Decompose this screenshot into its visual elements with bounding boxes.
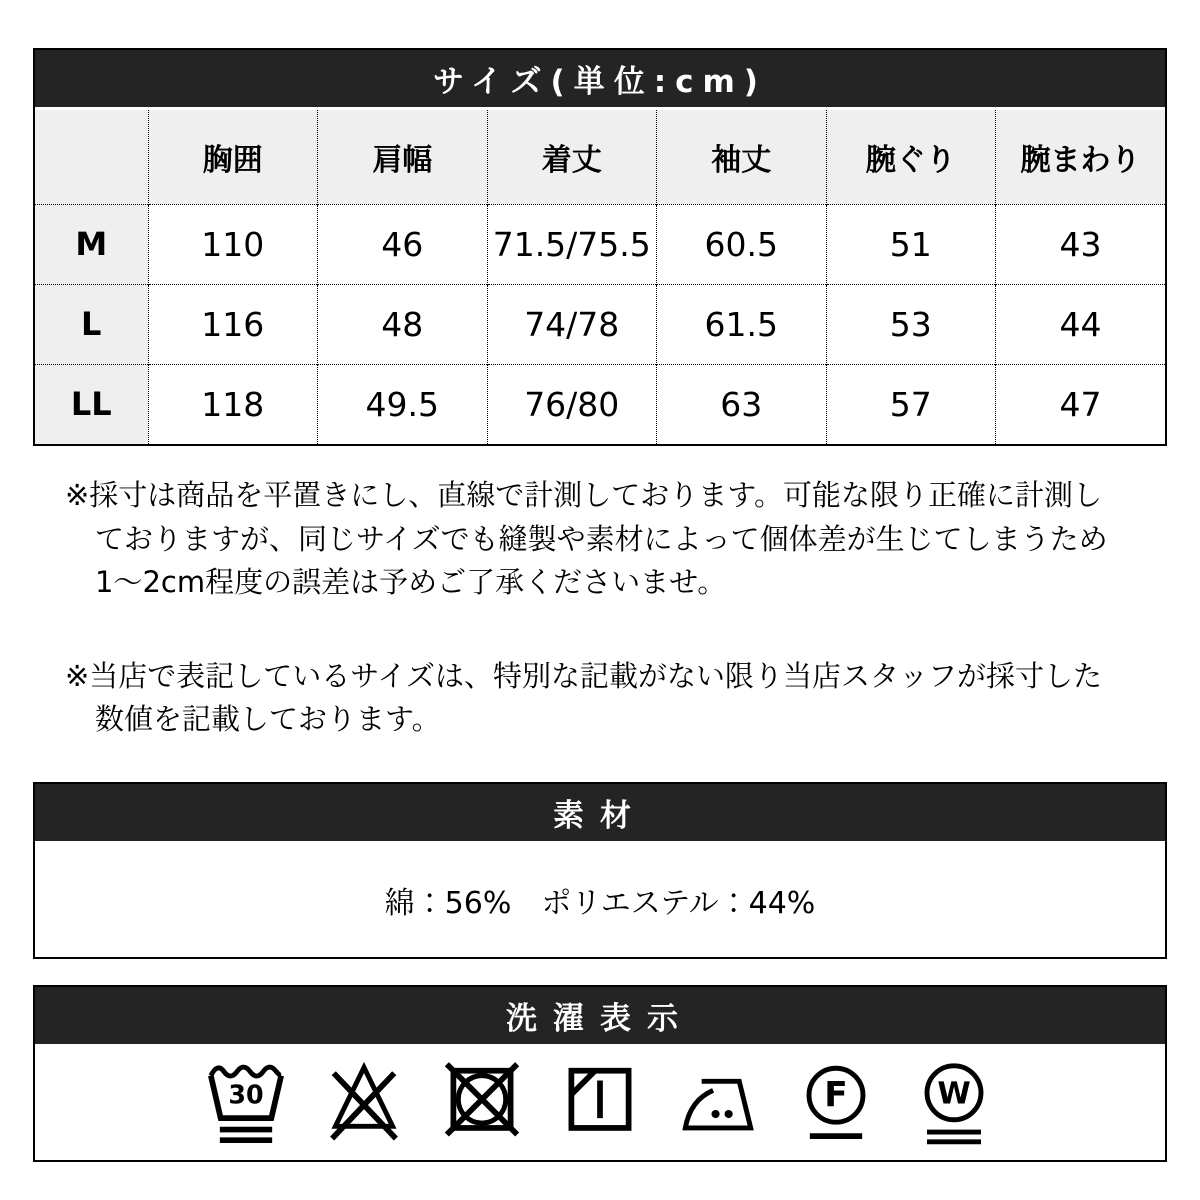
size-table-header-length: 着丈 — [487, 110, 657, 204]
cell-m-arm-width: 43 — [996, 204, 1166, 284]
size-section — [33, 48, 1167, 446]
size-table-corner-cell — [35, 110, 148, 204]
row-label-ll: LL — [35, 364, 148, 444]
table-row-m — [35, 204, 1165, 284]
cell-ll-length: 76/80 — [487, 364, 657, 444]
material-title: 素材 — [553, 797, 647, 834]
measurement-notes — [65, 474, 1167, 742]
cell-l-chest: 116 — [148, 284, 318, 364]
cell-ll-shoulder: 49.5 — [318, 364, 488, 444]
note-measurement — [65, 474, 1167, 605]
size-table-header-arm-width: 腕まわり — [996, 110, 1166, 204]
iron-two-dots-icon — [677, 1056, 759, 1150]
laundry-section — [33, 985, 1167, 1162]
cell-l-armhole: 53 — [826, 284, 996, 364]
cell-ll-sleeve: 63 — [657, 364, 827, 444]
size-table-header-chest: 胸囲 — [148, 110, 318, 204]
wash-30-icon — [205, 1056, 287, 1150]
cell-l-length: 74/78 — [487, 284, 657, 364]
cell-m-armhole: 51 — [826, 204, 996, 284]
dry-clean-f-icon — [795, 1056, 877, 1150]
cell-l-arm-width: 44 — [996, 284, 1166, 364]
cell-ll-chest: 118 — [148, 364, 318, 444]
laundry-icons-row — [35, 1047, 1165, 1160]
material-section — [33, 782, 1167, 959]
size-section-title: サイズ(単位:cm) — [433, 64, 767, 100]
size-table — [35, 110, 1165, 444]
cell-ll-armhole: 57 — [826, 364, 996, 444]
cell-ll-arm-width: 47 — [996, 364, 1166, 444]
size-table-header-armhole: 腕ぐり — [826, 110, 996, 204]
no-tumble-dry-icon — [441, 1056, 523, 1150]
cell-m-sleeve: 60.5 — [657, 204, 827, 284]
note-line: ※当店で表記しているサイズは、特別な記載がない限り当店スタッフが採寸した — [65, 658, 1102, 693]
material-title-bar — [35, 784, 1165, 844]
note-line: 1〜2cm程度の誤差は予めご了承くださいませ。 — [95, 565, 727, 599]
size-section-title-bar — [35, 50, 1165, 110]
cell-m-chest: 110 — [148, 204, 318, 284]
cell-l-sleeve: 61.5 — [657, 284, 827, 364]
material-body — [35, 844, 1165, 957]
note-staff-measured — [65, 655, 1167, 742]
size-table-header-shoulder: 肩幅 — [318, 110, 488, 204]
table-row-l — [35, 284, 1165, 364]
material-composition: 綿：56% ポリエステル：44% — [384, 886, 816, 921]
cell-l-shoulder: 48 — [318, 284, 488, 364]
size-table-header-sleeve: 袖丈 — [657, 110, 827, 204]
line-dry-shade-icon — [559, 1056, 641, 1150]
size-table-header-row — [35, 110, 1165, 204]
wash-temp-label: 30 — [228, 1079, 264, 1110]
wet-clean-w-icon — [913, 1056, 995, 1150]
row-label-l: L — [35, 284, 148, 364]
dry-clean-letter: F — [824, 1075, 848, 1116]
note-line: ておりますが、同じサイズでも縫製や素材によって個体差が生じてしまうため — [95, 521, 1108, 556]
wet-clean-letter: W — [937, 1076, 971, 1112]
table-row-ll — [35, 364, 1165, 444]
note-line: 数値を記載しております。 — [95, 702, 441, 736]
cell-m-length: 71.5/75.5 — [487, 204, 657, 284]
note-line: ※採寸は商品を平置きにし、直線で計測しております。可能な限り正確に計測し — [65, 478, 1102, 512]
laundry-title: 洗濯表示 — [506, 1000, 694, 1037]
laundry-title-bar — [35, 987, 1165, 1047]
row-label-m: M — [35, 204, 148, 284]
no-bleach-icon — [323, 1056, 405, 1150]
cell-m-shoulder: 46 — [318, 204, 488, 284]
